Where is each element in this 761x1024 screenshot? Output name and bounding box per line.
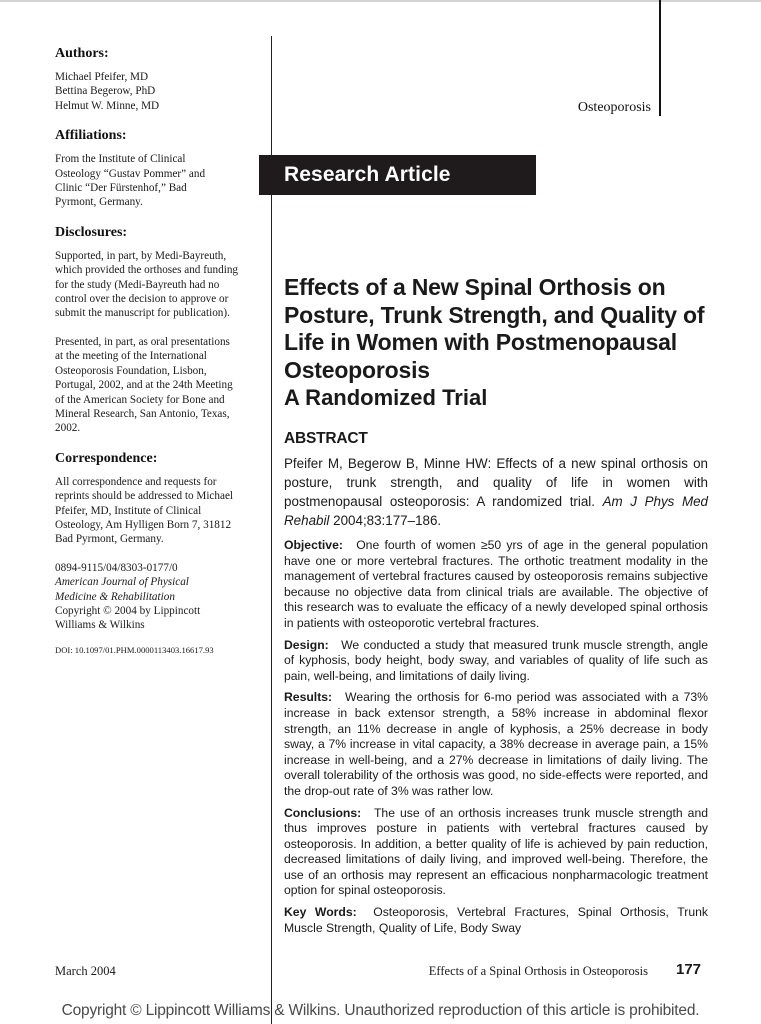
footer-running-title: Effects of a Spinal Orthosis in Osteoporosis [428,964,648,978]
footer-date: March 2004 [55,964,116,978]
design-label: Design: [284,637,329,652]
section-label: Osteoporosis [577,100,651,115]
disclosures-heading: Disclosures: [55,224,128,240]
affiliations-heading: Affiliations: [55,128,127,144]
citation-journal: Am J Phys Med Rehabil [284,494,708,528]
conclusions-label: Conclusions: [284,805,362,820]
journal-name-text: American Journal of Physical Medicine & Rehabilitation [55,576,189,603]
keywords-label: Key Words: [284,905,357,920]
correspondence-heading: Correspondence: [55,450,158,466]
affiliations-section [55,128,260,210]
copyright-notice: Copyright © Lippincott Williams & Wilkins. Unauthorized reproduction of this article is prohibited. [61,1002,700,1019]
keywords-text: Osteoporosis, Vertebral Fractures, Spinal Orthosis, Trunk Muscle Strength, Quality of Life, Body Sway [284,905,708,935]
results-text: Wearing the orthosis for 6-mo period was associated with a 73% increase in back extensor strength, a 58% increase in abdominal flexor strength, an 11% decrease in angle of kyphosis, a 25% decrease in body sway, a 7% increase in vital capacity, a 38% decrease in average pain, a 15% increase in well-being, and a 27% decrease in limitations of daily living. The overall tolerability of the orthosis was good, no side-effects were reported, and the drop-out rate of 3% was rather low. [284,690,708,798]
author-name: Bettina Begerow, PhD [55,85,156,98]
abstract-objective [284,538,708,632]
doi[interactable]: DOI: 10.1097/01.PHM.0000113403.16617.93 [55,644,214,655]
sidebar [55,46,260,670]
disclosures-paragraph: Presented, in part, as oral presentations at the meeting of the International Osteoporosis Foundation, Lisbon, Portugal, 2002, and at the 24th Meeting of the American Society for Bone and Mineral Research, San Antonio, Texas, 2002. [55,335,233,435]
disclosures-section [55,225,260,436]
author-name: Michael Pfeifer, MD [55,71,149,83]
abstract-results [284,690,708,799]
header-rule [659,0,661,116]
article-subtitle: A Randomized Trial [284,385,488,410]
article-type-banner: Research Article [259,155,536,195]
disclosures-paragraph: Supported, in part, by Medi-Bayreuth, which provided the orthoses and funding for the study (Medi-Bayreuth had no control over the decision to approve or submit the manuscript for publication). [55,249,239,320]
objective-label: Objective: [284,538,343,552]
design-text: We conducted a study that measured trunk muscle strength, angle of kyphosis, body height, body sway, and variables of quality of life such as pain, well-being, and limitations of daily living. [284,637,709,683]
conclusions-text: The use of an orthosis increases trunk muscle strength and thus improves posture in patients with vertebral fractures caused by osteoporosis. In addition, a better quality of life is achieved by pain reduction, decreased limitations of daily living, and improved well-being. Therefore, the use of an orthosis may represent an efficacious nonpharmacologic treatment option for spinal osteoporosis. [284,805,709,898]
article-title: Effects of a New Spinal Orthosis on Posture, Trunk Strength, and Quality of Life in Women with Postmenopausal Osteoporosis [284,274,705,383]
publication-copyright: Copyright © 2004 by Lippincott Williams & Wilkins [55,604,201,632]
citation-text: Pfeifer M, Begerow B, Minne HW: Effects of a new spinal orthosis on posture, trunk strength, and quality of life in women with postmenopausal osteoporosis: A randomized trial. [284,456,708,509]
correspondence-section [55,451,260,655]
page-number: 177 [676,961,702,978]
citation [284,454,708,530]
abstract-keywords [284,905,708,936]
correspondence-text: All correspondence and requests for reprints should be addressed to Michael Pfeifer, MD, Institute of Clinical Osteology, Am Hylligen Born 7, 31812 Bad Pyrmont, Germany. [55,475,234,546]
abstract-conclusions [284,806,708,900]
abstract-heading: ABSTRACT [284,430,368,447]
objective-text: One fourth of women ≥50 yrs of age in the general population have one or more vertebral fractures. The orthotic treatment modality in the management of vertebral fractures caused by osteoporosis remains subjective because no objective data from clinical trials are available. The objective of this research was to evaluate the efficacy of a newly developed spinal orthosis in patients with osteoporotic vertebral fractures. [284,538,708,630]
results-label: Results: [284,690,333,705]
page-top-border [0,0,761,2]
journal-name [55,575,220,604]
author-name: Helmut W. Minne, MD [55,99,160,112]
authors-section [55,46,260,113]
citation-ref: 2004;83:177–186. [333,513,442,528]
authors-heading: Authors: [55,46,109,61]
publication-code: 0894-9115/04/8303-0177/0 [55,561,178,574]
main-column [284,274,708,942]
affiliations-text: From the Institute of Clinical Osteology “Gustav Pommer” and Clinic “Der Fürstenhof,” Bad Pyrmont, Germany. [55,153,206,209]
abstract-design [284,638,708,685]
